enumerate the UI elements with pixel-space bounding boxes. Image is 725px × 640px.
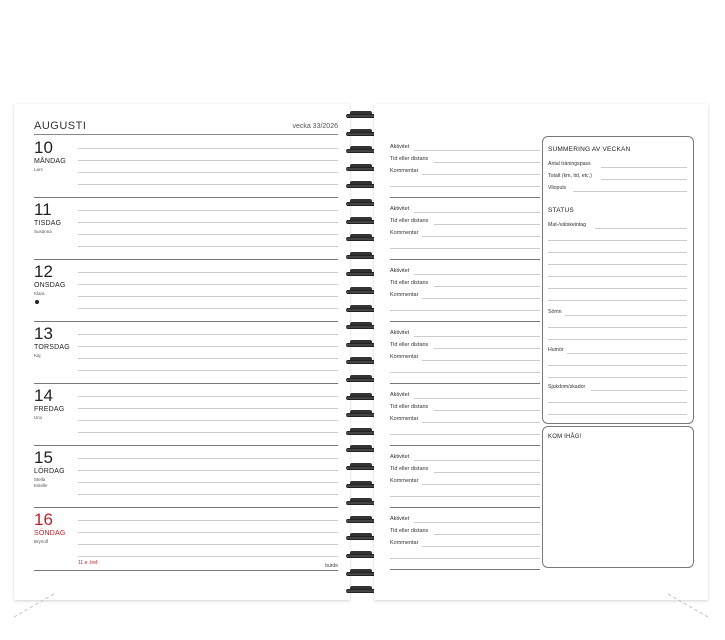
- write-lines: [78, 136, 338, 198]
- write-line: [548, 288, 687, 289]
- write-line: [434, 472, 540, 473]
- activity-label: Aktivitet: [390, 206, 410, 212]
- status-title: STATUS: [548, 207, 574, 214]
- status-item: Sjukdom/skador: [548, 384, 586, 390]
- brand-mark: burde: [325, 563, 338, 569]
- spiral-ring: [346, 220, 376, 224]
- day-number: 13: [34, 324, 53, 343]
- comment-label: Kommentar: [390, 292, 419, 298]
- write-line: [414, 274, 540, 275]
- nameday: Susanna: [34, 229, 52, 234]
- write-line: [414, 212, 540, 213]
- write-line: [422, 484, 540, 485]
- write-line: [78, 396, 338, 397]
- write-line: [78, 494, 338, 495]
- activity-label: Aktivitet: [390, 454, 410, 460]
- day-block: [34, 384, 338, 446]
- write-line: [414, 336, 540, 337]
- activity-block: [390, 136, 540, 198]
- footer-rule: [34, 570, 338, 571]
- remember-box: [542, 426, 694, 568]
- write-line: [422, 174, 540, 175]
- spiral-ring: [346, 290, 376, 294]
- right-page: [374, 104, 708, 600]
- summary-item: Totalt (km, tid, etc.): [548, 173, 592, 179]
- summary-box: [542, 136, 694, 424]
- write-line: [548, 402, 687, 403]
- activity-label: Aktivitet: [390, 392, 410, 398]
- activity-block: [390, 322, 540, 384]
- spiral-ring: [346, 589, 376, 593]
- day-name: MÅNDAG: [34, 158, 66, 165]
- write-line: [548, 327, 687, 328]
- day-number: 15: [34, 448, 53, 467]
- write-line: [548, 365, 687, 366]
- day-block: [34, 136, 338, 198]
- spiral-ring: [346, 431, 376, 435]
- day-name: TORSDAG: [34, 344, 70, 351]
- time-distance-label: Tid eller distans: [390, 466, 429, 472]
- comment-label: Kommentar: [390, 416, 419, 422]
- write-line: [434, 224, 540, 225]
- write-line: [422, 236, 540, 237]
- nameday: Klara: [34, 291, 45, 296]
- spiral-binding: [344, 108, 378, 598]
- write-line: [422, 422, 540, 423]
- spiral-ring: [346, 132, 376, 136]
- write-line: [78, 246, 338, 247]
- day-block: [34, 260, 338, 322]
- write-line: [548, 300, 687, 301]
- activity-block: [390, 508, 540, 570]
- write-line: [434, 162, 540, 163]
- write-line: [422, 546, 540, 547]
- write-line: [390, 186, 540, 187]
- write-line: [422, 298, 540, 299]
- moon-phase-icon: [35, 300, 39, 304]
- spiral-ring: [346, 149, 376, 153]
- write-line: [78, 420, 338, 421]
- comment-label: Kommentar: [390, 354, 419, 360]
- write-lines: [78, 322, 338, 384]
- day-number: 16: [34, 510, 53, 529]
- write-line: [548, 240, 687, 241]
- write-line: [573, 191, 687, 192]
- status-item: Mat-/vätskeintag: [548, 222, 587, 228]
- write-line: [78, 470, 338, 471]
- footer-note: 11 e. tref.: [78, 560, 99, 566]
- spiral-ring: [346, 184, 376, 188]
- time-distance-label: Tid eller distans: [390, 156, 429, 162]
- spiral-ring: [346, 536, 376, 540]
- summary-item: Antal träningspass: [548, 161, 591, 167]
- write-line: [78, 556, 338, 557]
- spiral-ring: [346, 572, 376, 576]
- write-line: [601, 179, 687, 180]
- write-line: [78, 222, 338, 223]
- write-line: [78, 272, 338, 273]
- time-distance-label: Tid eller distans: [390, 342, 429, 348]
- write-line: [78, 408, 338, 409]
- write-line: [565, 315, 687, 316]
- write-line: [78, 358, 338, 359]
- write-line: [601, 167, 687, 168]
- write-line: [78, 296, 338, 297]
- spiral-ring: [346, 325, 376, 329]
- write-line: [390, 558, 540, 559]
- status-item: Humör: [548, 347, 564, 353]
- write-lines: [78, 198, 338, 260]
- write-line: [548, 377, 687, 378]
- write-line: [78, 532, 338, 533]
- write-line: [78, 160, 338, 161]
- write-line: [390, 372, 540, 373]
- write-line: [78, 520, 338, 521]
- day-block: [34, 446, 338, 508]
- summary-title: SUMMERING AV VECKAN: [548, 146, 631, 153]
- write-line: [414, 150, 540, 151]
- activity-label: Aktivitet: [390, 516, 410, 522]
- day-block: [34, 322, 338, 384]
- spiral-ring: [346, 554, 376, 558]
- time-distance-label: Tid eller distans: [390, 218, 429, 224]
- write-line: [567, 353, 687, 354]
- month-title: AUGUSTI: [34, 120, 87, 132]
- write-line: [78, 482, 338, 483]
- nameday: Stella Estelle: [34, 477, 48, 488]
- activity-label: Aktivitet: [390, 144, 410, 150]
- status-item: Sömn: [548, 309, 562, 315]
- day-name: LÖRDAG: [34, 468, 65, 475]
- spiral-ring: [346, 237, 376, 241]
- write-line: [548, 264, 687, 265]
- spiral-ring: [346, 255, 376, 259]
- spiral-ring: [346, 501, 376, 505]
- write-line: [414, 522, 540, 523]
- activity-block: [390, 198, 540, 260]
- nameday: Brynolf: [34, 539, 49, 544]
- spiral-ring: [346, 466, 376, 470]
- write-line: [434, 348, 540, 349]
- write-line: [434, 286, 540, 287]
- spiral-ring: [346, 114, 376, 118]
- week-label: vecka 33/2026: [292, 123, 338, 130]
- spiral-ring: [346, 378, 376, 382]
- summary-item: Vilopuls: [548, 185, 567, 191]
- write-line: [78, 308, 338, 309]
- write-line: [78, 370, 338, 371]
- spiral-ring: [346, 308, 376, 312]
- write-line: [390, 496, 540, 497]
- comment-label: Kommentar: [390, 230, 419, 236]
- day-name: ONSDAG: [34, 282, 66, 289]
- spiral-ring: [346, 167, 376, 171]
- activity-label: Aktivitet: [390, 330, 410, 336]
- write-line: [78, 234, 338, 235]
- write-lines: [78, 384, 338, 446]
- spiral-ring: [346, 272, 376, 276]
- write-line: [78, 432, 338, 433]
- remember-title: KOM IHÅG!: [548, 434, 582, 440]
- nameday: Lars: [34, 167, 43, 172]
- day-number: 11: [34, 200, 52, 219]
- nameday: Uno: [34, 415, 43, 420]
- day-number: 10: [34, 138, 53, 157]
- spiral-ring: [346, 396, 376, 400]
- write-line: [390, 434, 540, 435]
- spiral-ring: [346, 343, 376, 347]
- spiral-ring: [346, 519, 376, 523]
- write-line: [414, 398, 540, 399]
- write-lines: [78, 446, 338, 508]
- write-line: [434, 534, 540, 535]
- comment-label: Kommentar: [390, 540, 419, 546]
- activity-block: [390, 446, 540, 508]
- day-name: SÖNDAG: [34, 530, 66, 537]
- write-line: [548, 339, 687, 340]
- header-rule: [34, 134, 338, 135]
- write-line: [78, 284, 338, 285]
- comment-label: Kommentar: [390, 168, 419, 174]
- time-distance-label: Tid eller distans: [390, 528, 429, 534]
- write-line: [78, 458, 338, 459]
- write-line: [414, 460, 540, 461]
- spiral-ring: [346, 202, 376, 206]
- write-line: [595, 228, 687, 229]
- comment-label: Kommentar: [390, 478, 419, 484]
- spiral-ring: [346, 448, 376, 452]
- day-name: TISDAG: [34, 220, 62, 227]
- write-lines: [78, 508, 338, 570]
- write-line: [390, 248, 540, 249]
- day-block: [34, 198, 338, 260]
- write-lines: [78, 260, 338, 322]
- time-distance-label: Tid eller distans: [390, 280, 429, 286]
- write-line: [422, 360, 540, 361]
- spiral-ring: [346, 360, 376, 364]
- write-line: [78, 210, 338, 211]
- block-separator: [390, 569, 540, 570]
- write-line: [548, 276, 687, 277]
- write-line: [390, 310, 540, 311]
- activity-block: [390, 260, 540, 322]
- spiral-ring: [346, 413, 376, 417]
- write-line: [78, 184, 338, 185]
- write-line: [78, 172, 338, 173]
- write-line: [78, 334, 338, 335]
- activity-label: Aktivitet: [390, 268, 410, 274]
- day-number: 14: [34, 386, 53, 405]
- write-line: [591, 390, 687, 391]
- day-number: 12: [34, 262, 53, 281]
- time-distance-label: Tid eller distans: [390, 404, 429, 410]
- write-line: [78, 544, 338, 545]
- spiral-ring: [346, 484, 376, 488]
- write-line: [548, 252, 687, 253]
- left-page: [14, 104, 350, 600]
- nameday: Kaj: [34, 353, 41, 358]
- write-line: [548, 414, 687, 415]
- write-line: [78, 346, 338, 347]
- write-line: [78, 148, 338, 149]
- activity-block: [390, 384, 540, 446]
- day-name: FREDAG: [34, 406, 65, 413]
- write-line: [434, 410, 540, 411]
